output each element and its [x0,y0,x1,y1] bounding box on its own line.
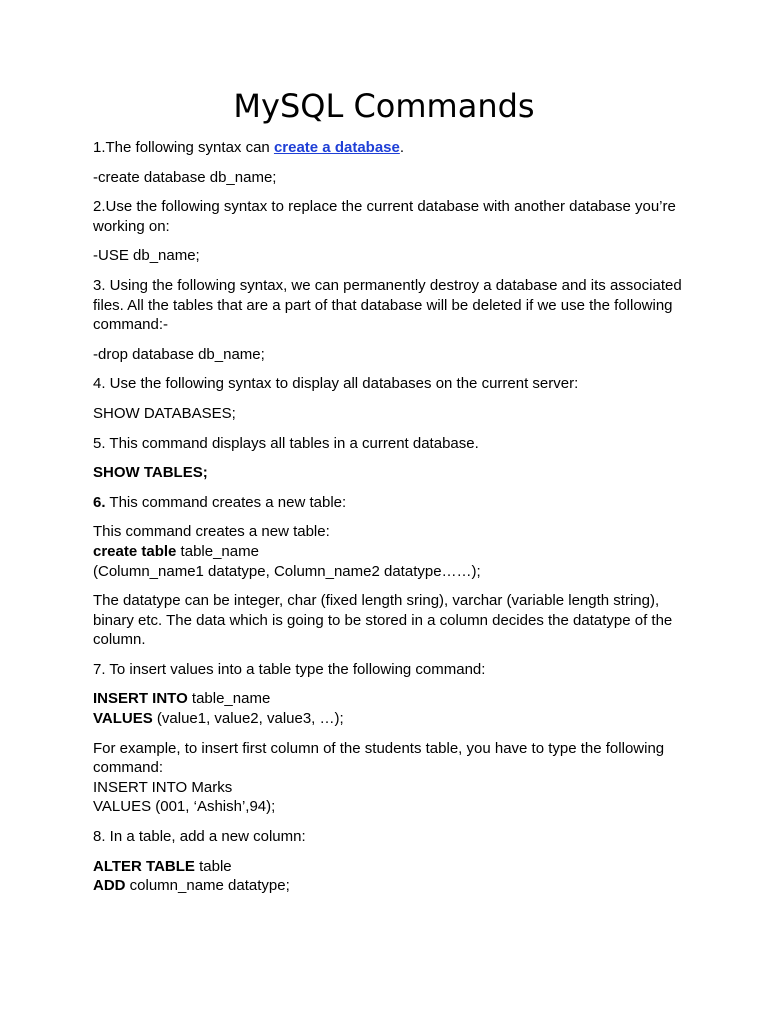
step-8-command-rest2: column_name datatype; [125,877,290,895]
step-8-command-rest1: table [194,857,232,875]
step-8: 8. In a table, add a new column: [93,828,306,846]
step-7-example-line3: VALUES (001, ‘Ashish’,94); [93,798,276,816]
step-2-command: -USE db_name; [93,247,200,265]
step-4: 4. Use the following syntax to display all databases on the current server: [93,375,579,393]
insert-into-keyword: INSERT INTO [93,690,188,708]
create-table-keyword: create table [93,542,177,560]
show-tables-command: SHOW TABLES; [93,464,208,482]
step-6-number: 6. [93,493,106,511]
step-3-command: -drop database db_name; [93,345,265,363]
alter-table-keyword: ALTER TABLE [93,857,195,875]
document-body [93,138,693,906]
step-7-command-rest1: table_name [187,690,271,708]
step-4-command: SHOW DATABASES; [93,404,236,422]
step-7-example-text: For example, to insert first column of the students table, you have to type the following command: [93,739,665,777]
step-8-command [93,857,693,896]
step-1-suffix: . [399,139,405,156]
step-1-command: -create database db_name; [93,168,277,186]
step-6-block-line3: (Column_name1 datatype, Column_name2 datatype……); [93,562,481,580]
datatype-description: The datatype can be integer, char (fixed length sring), varchar (variable length string), binary etc. The data which is going to be stored in a column decides the datatype of the column. [93,592,673,649]
page-title: MySQL Commands [233,87,535,125]
step-7-command-rest2: (value1, value2, value3, …); [152,710,344,728]
step-1-prefix: 1.The following syntax can [93,139,274,156]
add-keyword: ADD [93,877,126,895]
step-7-example-line2: INSERT INTO Marks [93,778,233,796]
step-5: 5. This command displays all tables in a current database. [93,434,479,452]
step-6-block-line2: table_name [176,542,259,560]
step-3: 3. Using the following syntax, we can permanently destroy a database and its associated files. All the tables that are a part of that database will be deleted if we use the following command:- [93,276,682,334]
step-6 [93,493,693,513]
values-keyword: VALUES [93,710,153,728]
step-6-block-line1: This command creates a new table: [93,523,330,541]
create-database-link[interactable]: create a database [273,139,400,156]
step-6-block [93,522,693,581]
step-7-command [93,689,693,728]
step-5-command [93,463,693,483]
step-2: 2.Use the following syntax to replace the current database with another database you’re working on: [93,198,676,235]
step-7: 7. To insert values into a table type the following command: [93,660,486,678]
step-6-text: This command creates a new table: [105,493,347,511]
step-7-example [93,739,693,817]
step-1 [93,138,693,158]
